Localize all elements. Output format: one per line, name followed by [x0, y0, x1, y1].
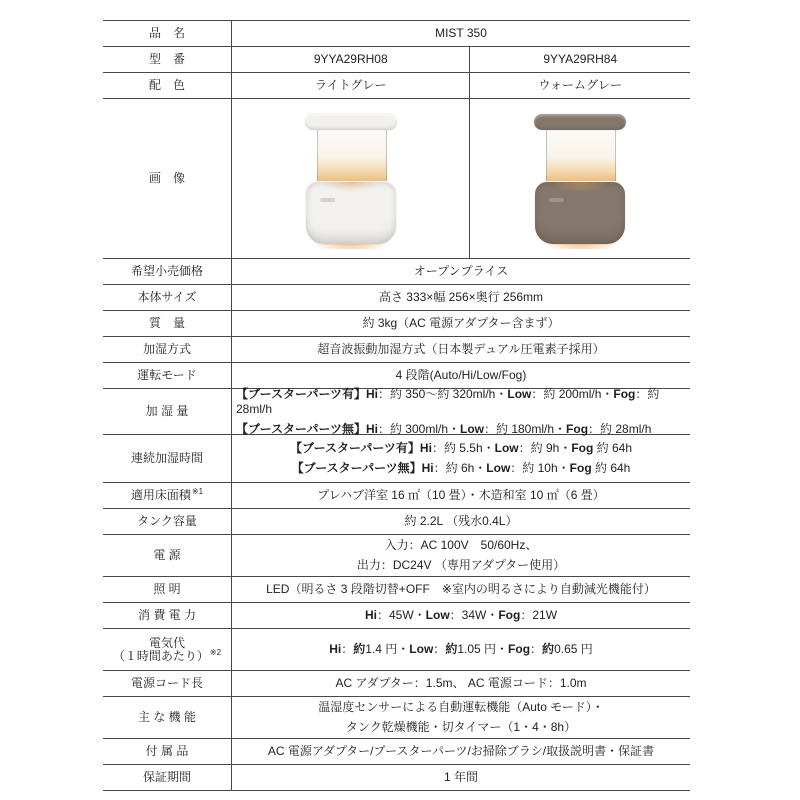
modes-value: 4 段階(Auto/Hi/Low/Fog)	[395, 368, 527, 382]
humidifier-light-spill	[553, 182, 607, 192]
humidifier-base	[306, 182, 396, 244]
image-label: 画 像	[103, 99, 232, 258]
product-photo-warm-gray	[469, 99, 690, 258]
color-label: 配 色	[103, 73, 232, 98]
product-name-label: 品 名	[103, 21, 232, 46]
humidifier-glass	[546, 127, 616, 181]
price-label: 希望小売価格	[103, 259, 232, 284]
tank-value: 約 2.2L （残水0.4L）	[404, 514, 518, 528]
cord-length-value: AC アダプター：1.5m、 AC 電源コード：1.0m	[335, 676, 587, 690]
color-warm-gray: ウォームグレー	[469, 73, 690, 98]
output-label: 加 湿 量	[103, 389, 232, 434]
light-gray-humidifier-image	[303, 114, 399, 244]
accessories-label: 付 属 品	[103, 739, 232, 764]
row-operation-modes	[103, 363, 690, 389]
row-floor-area	[103, 483, 690, 509]
model-warm-gray: 9YYA29RH84	[469, 47, 690, 72]
duration-with-booster: 【ブースターパーツ有】Hi：約 5.5h・Low：約 9h・Fog 約 64h	[289, 441, 633, 455]
duration-value	[232, 435, 690, 482]
row-continuous-duration	[103, 435, 690, 483]
humidifier-funnel	[318, 127, 386, 181]
row-power-supply	[103, 535, 690, 577]
floor-area-value: プレハブ洋室 16 ㎡（10 畳）・木造和室 10 ㎡（6 畳）	[317, 488, 605, 502]
power-value	[232, 535, 690, 576]
duration-without-booster: 【ブースターパーツ無】Hi：約 6h・Low：約 10h・Fog 約 64h	[291, 461, 631, 475]
size-label: 本体サイズ	[103, 285, 232, 310]
power-output: 出力：DC24V （専用アダプター使用）	[356, 558, 566, 572]
humidifier-cap	[305, 114, 397, 130]
color-light-gray: ライトグレー	[315, 78, 387, 92]
model-light-gray: 9YYA29RH08	[313, 52, 388, 66]
modes-label: 運転モード	[103, 363, 232, 388]
row-humidify-output	[103, 386, 690, 436]
product-photo-light-gray	[232, 99, 469, 258]
consumption-label: 消 費 電 力	[103, 603, 232, 628]
warranty-value: 1 年間	[443, 770, 478, 784]
row-color	[103, 73, 690, 99]
features-label: 主 な 機 能	[103, 697, 232, 738]
light-value: LED（明るさ 3 段階切替+OFF ※室内の明るさにより自動減光機能付）	[266, 582, 656, 596]
row-lighting	[103, 577, 690, 603]
tank-label: タンク容量	[103, 509, 232, 534]
humidifier-logo-mark	[320, 198, 335, 202]
row-humidify-method	[103, 337, 690, 363]
humidifier-funnel	[547, 127, 615, 181]
warm-gray-humidifier-image	[532, 114, 628, 244]
weight-value: 約 3kg（AC 電源アダプター含まず）	[362, 316, 560, 330]
accessories-value: AC 電源アダプター/ブースターパーツ/お掃除ブラシ/取扱説明書・保証書	[267, 744, 655, 758]
row-cord-length	[103, 671, 690, 697]
row-retail-price	[103, 259, 690, 285]
row-product-name	[103, 21, 690, 47]
warranty-label: 保証期間	[103, 765, 232, 790]
method-label: 加湿方式	[103, 337, 232, 362]
row-weight	[103, 311, 690, 337]
power-input: 入力：AC 100V 50/60Hz、	[384, 538, 538, 552]
row-model-number	[103, 47, 690, 73]
humidifier-logo-mark	[549, 198, 564, 202]
weight-label: 質 量	[103, 311, 232, 336]
row-tank-capacity	[103, 509, 690, 535]
product-spec-table	[103, 20, 690, 791]
row-main-features	[103, 697, 690, 739]
product-name-value: MIST 350	[435, 26, 487, 40]
output-without-booster: 【ブースターパーツ無】Hi：約 300ml/h・Low：約 180ml/h・Fog：約 28ml/h	[236, 421, 652, 436]
power-label: 電 源	[103, 535, 232, 576]
humidifier-light-spill	[324, 182, 378, 192]
size-value: 高さ 333×幅 256×奥行 256mm	[378, 290, 544, 304]
features-line2: タンク乾燥機能・切タイマー（1・4・8h）	[345, 720, 577, 734]
row-power-consumption	[103, 603, 690, 629]
cord-length-label: 電源コード長	[103, 671, 232, 696]
row-product-image	[103, 99, 690, 259]
price-value: オープンプライス	[413, 264, 509, 278]
features-line1: 温湿度センサーによる自動運転機能（Auto モード）・	[318, 700, 604, 714]
footnote-2-marker: ※2	[209, 647, 222, 657]
features-value	[232, 697, 690, 738]
model-values	[232, 47, 690, 72]
image-values	[232, 99, 690, 258]
consumption-value: Hi ：45W・ Low ：34W・ Fog ：21W	[364, 608, 558, 622]
row-accessories	[103, 739, 690, 765]
light-label: 照 明	[103, 577, 232, 602]
model-label: 型 番	[103, 47, 232, 72]
duration-label: 連続加湿時間	[103, 435, 232, 482]
electric-cost-label	[103, 629, 232, 670]
humidifier-base	[535, 182, 625, 244]
humidifier-cap	[534, 114, 626, 130]
electric-cost-label-line2: （１時間あたり）	[112, 648, 209, 663]
row-body-size	[103, 285, 690, 311]
electric-cost-label-line1: 電気代	[148, 635, 185, 650]
floor-area-label	[103, 483, 232, 508]
row-warranty	[103, 765, 690, 791]
humidifier-glass	[317, 127, 387, 181]
output-with-booster: 【ブースターパーツ有】Hi：約 350～約 320ml/h・Low：約 200ml/h・Fog：約 28ml/h	[236, 386, 660, 416]
output-value	[232, 386, 690, 436]
color-values	[232, 73, 690, 98]
method-value: 超音波振動加湿方式（日本製デュアル圧電素子採用）	[317, 342, 605, 356]
electric-cost-value: Hi ： 約 1.4 円・ Low ： 約 1.05 円・ Fog ： 約 0.65 円	[329, 642, 593, 656]
row-electric-cost	[103, 629, 690, 671]
floor-area-label-text: 適用床面積	[130, 488, 191, 502]
footnote-1-marker: ※1	[191, 487, 204, 496]
